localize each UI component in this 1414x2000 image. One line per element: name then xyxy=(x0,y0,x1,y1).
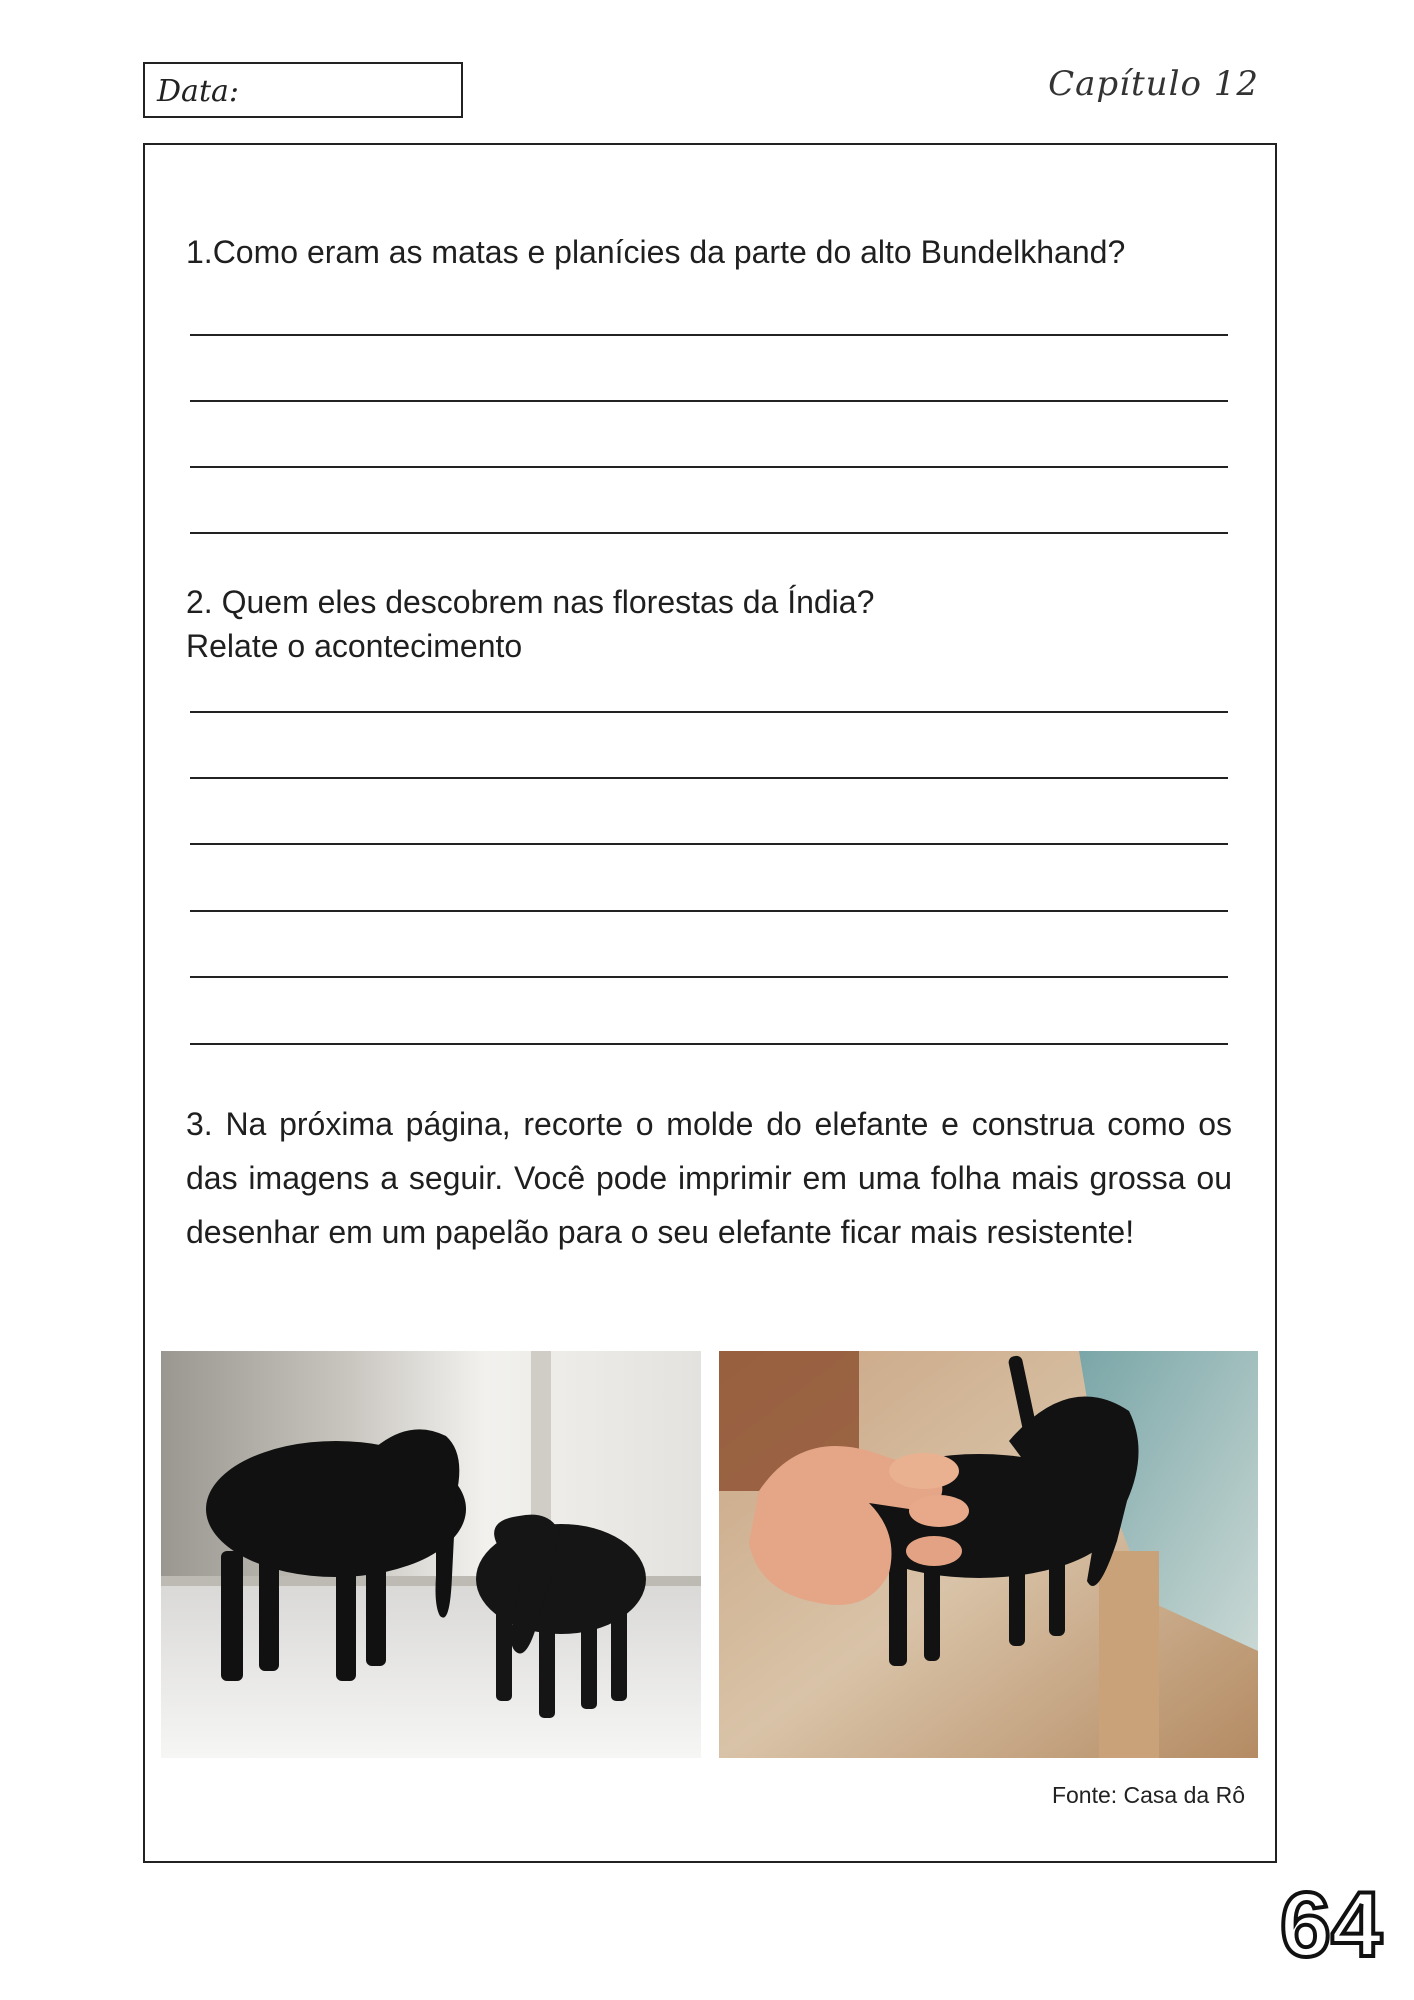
page-number-text: 64 xyxy=(1279,1878,1383,1968)
question-2-line-2: Relate o acontecimento xyxy=(186,628,523,664)
answer-line[interactable] xyxy=(190,843,1228,845)
answer-line[interactable] xyxy=(190,532,1228,534)
question-3: 3. Na próxima página, recorte o molde do elefante e construa como os das imagens a seguir. Você pode imprimir em uma folha mais grossa ou desenhar em um papelão para o seu elefante ficar mais resistente! xyxy=(186,1106,1232,1250)
photo-hand-elephant xyxy=(719,1351,1258,1758)
date-field[interactable] xyxy=(143,62,463,118)
image-source: Fonte: Casa da Rô xyxy=(1051,1782,1245,1808)
photo-two-elephants xyxy=(161,1351,701,1758)
answer-line[interactable] xyxy=(190,466,1228,468)
page-number xyxy=(1276,1878,1386,1973)
answer-line[interactable] xyxy=(190,334,1228,336)
answer-line[interactable] xyxy=(190,1043,1228,1045)
question-2-line-1: 2. Quem eles descobrem nas florestas da Índia? xyxy=(186,584,875,620)
date-label: Data: xyxy=(157,74,239,109)
answer-line[interactable] xyxy=(190,777,1228,779)
answer-line[interactable] xyxy=(190,910,1228,912)
chapter-title: Capítulo 12 xyxy=(1048,64,1259,104)
question-1: 1.Como eram as matas e planícies da parte do alto Bundelkhand? xyxy=(186,234,1126,270)
answer-line[interactable] xyxy=(190,400,1228,402)
answer-line[interactable] xyxy=(190,711,1228,713)
answer-line[interactable] xyxy=(190,976,1228,978)
question-2 xyxy=(186,580,874,668)
